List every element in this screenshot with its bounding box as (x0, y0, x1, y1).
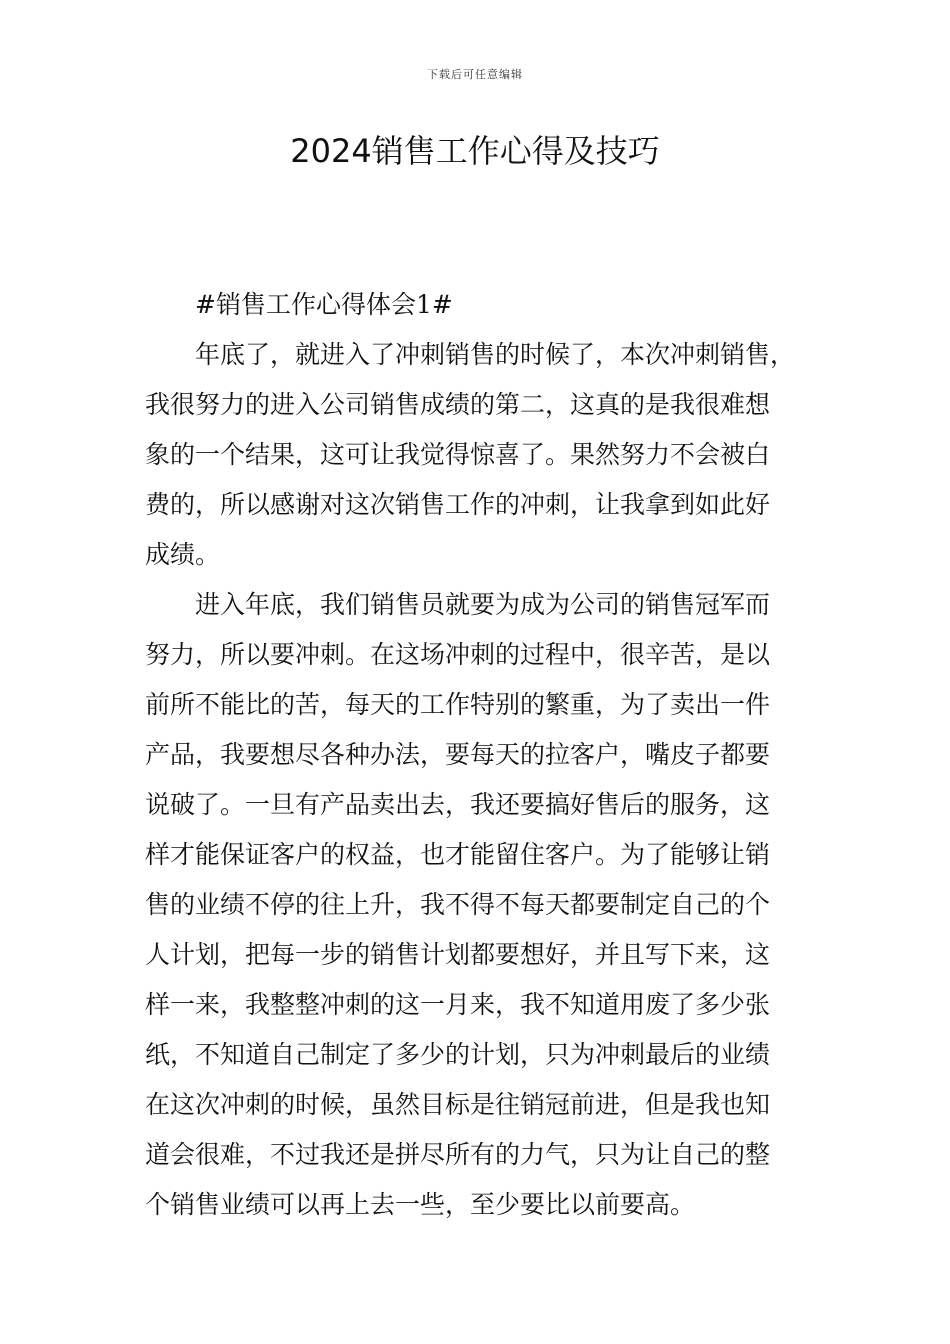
paragraph-1 (145, 330, 810, 580)
paragraph-line: 售的业绩不停的往上升，我不得不每天都要制定自己的个 (145, 890, 771, 919)
paragraph-line: 在这次冲刺的时候，虽然目标是往销冠前进，但是我也知 (145, 1090, 771, 1119)
paragraph-line: 年底了，就进入了冲刺销售的时候了，本次冲刺销售， (195, 340, 796, 369)
section-heading: #销售工作心得体会1# (195, 290, 453, 319)
document-body (145, 280, 810, 1230)
paragraph-line: 象的一个结果，这可让我觉得惊喜了。果然努力不会被白 (145, 440, 771, 469)
paragraph-line: 人计划，把每一步的销售计划都要想好，并且写下来，这 (145, 940, 771, 969)
paragraph-line: 产品，我要想尽各种办法，要每天的拉客户，嘴皮子都要 (145, 740, 771, 769)
paragraph-line: 成绩。 (145, 540, 221, 569)
document-title: 2024销售工作心得及技巧 (290, 132, 660, 170)
paragraph-line: 样一来，我整整冲刺的这一月来，我不知道用废了多少张 (145, 990, 771, 1019)
paragraph-line: 进入年底，我们销售员就要为成为公司的销售冠军而 (195, 590, 771, 619)
paragraph-line: 前所不能比的苦，每天的工作特别的繁重，为了卖出一件 (145, 690, 771, 719)
paragraph-line: 我很努力的进入公司销售成绩的第二，这真的是我很难想 (145, 390, 771, 419)
paragraph-line: 样才能保证客户的权益，也才能留住客户。为了能够让销 (145, 840, 771, 869)
paragraph-line: 说破了。一旦有产品卖出去，我还要搞好售后的服务，这 (145, 790, 771, 819)
paragraph-2 (145, 580, 810, 1230)
paragraph-line: 道会很难，不过我还是拼尽所有的力气，只为让自己的整 (145, 1140, 771, 1169)
paragraph-line: 努力，所以要冲刺。在这场冲刺的过程中，很辛苦，是以 (145, 640, 771, 669)
header-note: 下载后可任意编辑 (427, 68, 523, 81)
paragraph-line: 个销售业绩可以再上去一些，至少要比以前要高。 (145, 1190, 696, 1219)
paragraph-line: 纸，不知道自己制定了多少的计划，只为冲刺最后的业绩 (145, 1040, 771, 1069)
paragraph-line: 费的，所以感谢对这次销售工作的冲刺，让我拿到如此好 (145, 490, 771, 519)
